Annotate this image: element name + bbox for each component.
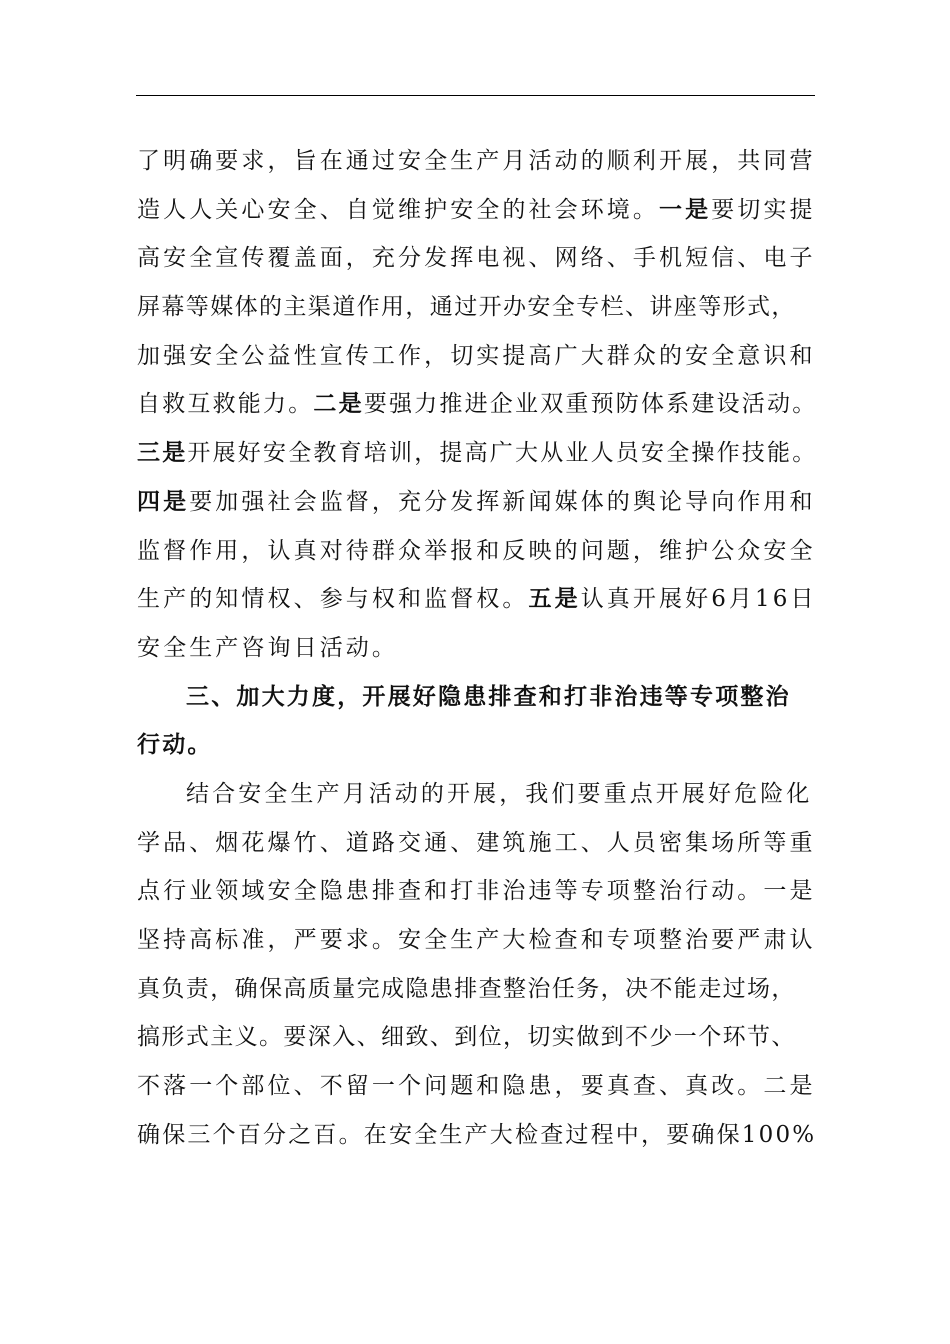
text-line: 确保三个百分之百。在安全生产大检查过程中，要确保100%: [137, 1121, 817, 1148]
text-line: [137, 575, 827, 624]
text-line: 搞形式主义。要深入、细致、到位，切实做到不少一个环节、: [137, 1024, 796, 1051]
text-run: 自救互救能力。: [137, 391, 314, 418]
text-line: 安全生产咨询日活动。: [137, 634, 398, 661]
emphasis-three: 三是: [137, 440, 188, 467]
document-body: [137, 137, 827, 1159]
text-line: 监督作用，认真对待群众举报和反映的问题，维护公众安全: [137, 537, 816, 564]
emphasis-five: 五是: [528, 586, 581, 613]
paragraph-campaign-measures: [137, 137, 827, 673]
text-line: 高安全宣传覆盖面，充分发挥电视、网络、手机短信、电子: [137, 245, 816, 272]
text-line: [137, 380, 827, 429]
text-run: 要强力推进企业双重预防体系建设活动。: [363, 391, 818, 418]
text-run: 要切实提: [711, 196, 816, 223]
text-line: 了明确要求，旨在通过安全生产月活动的顺利开展，共同营: [137, 148, 816, 174]
text-run: 认真开展好6月16日: [580, 586, 817, 613]
heading-line: 行动。: [137, 732, 213, 759]
text-line: [137, 186, 827, 235]
text-line: 不落一个部位、不留一个问题和隐患，要真查、真改。二是: [137, 1073, 816, 1100]
text-line: 学品、烟花爆竹、道路交通、建筑施工、人员密集场所等重: [137, 829, 816, 856]
text-line: [137, 478, 827, 527]
text-line: 屏幕等媒体的主渠道作用，通过开办安全专栏、讲座等形式，: [137, 294, 796, 321]
text-line: 加强安全公益性宣传工作，切实提高广大群众的安全意识和: [137, 342, 816, 369]
text-line: 结合安全生产月活动的开展，我们要重点开展好危险化: [186, 780, 813, 807]
paragraph-special-rectification: [137, 770, 827, 1160]
text-run: 生产的知情权、参与权和监督权。: [137, 586, 529, 613]
emphasis-two: 二是: [313, 391, 364, 418]
section-heading-three: [137, 673, 827, 770]
emphasis-one: 一是: [659, 196, 712, 223]
heading-line: 三、加大力度，开展好隐患排查和打非治违等专项整治: [186, 683, 791, 710]
text-line: 点行业领域安全隐患排查和打非治违等专项整治行动。一是: [137, 878, 816, 905]
header-rule: [136, 95, 815, 96]
text-run: 造人人关心安全、自觉维护安全的社会环境。: [137, 196, 659, 223]
text-line: 真负责，确保高质量完成隐患排查整治任务，决不能走过场，: [137, 975, 796, 1002]
text-run: 开展好安全教育培训，提高广大从业人员安全操作技能。: [187, 440, 818, 467]
emphasis-four: 四是: [137, 488, 190, 515]
text-line: [137, 429, 827, 478]
text-run: 要加强社会监督，充分发挥新闻媒体的舆论导向作用和: [189, 488, 816, 515]
text-line: 坚持高标准，严要求。安全生产大检查和专项整治要严肃认: [137, 927, 816, 953]
